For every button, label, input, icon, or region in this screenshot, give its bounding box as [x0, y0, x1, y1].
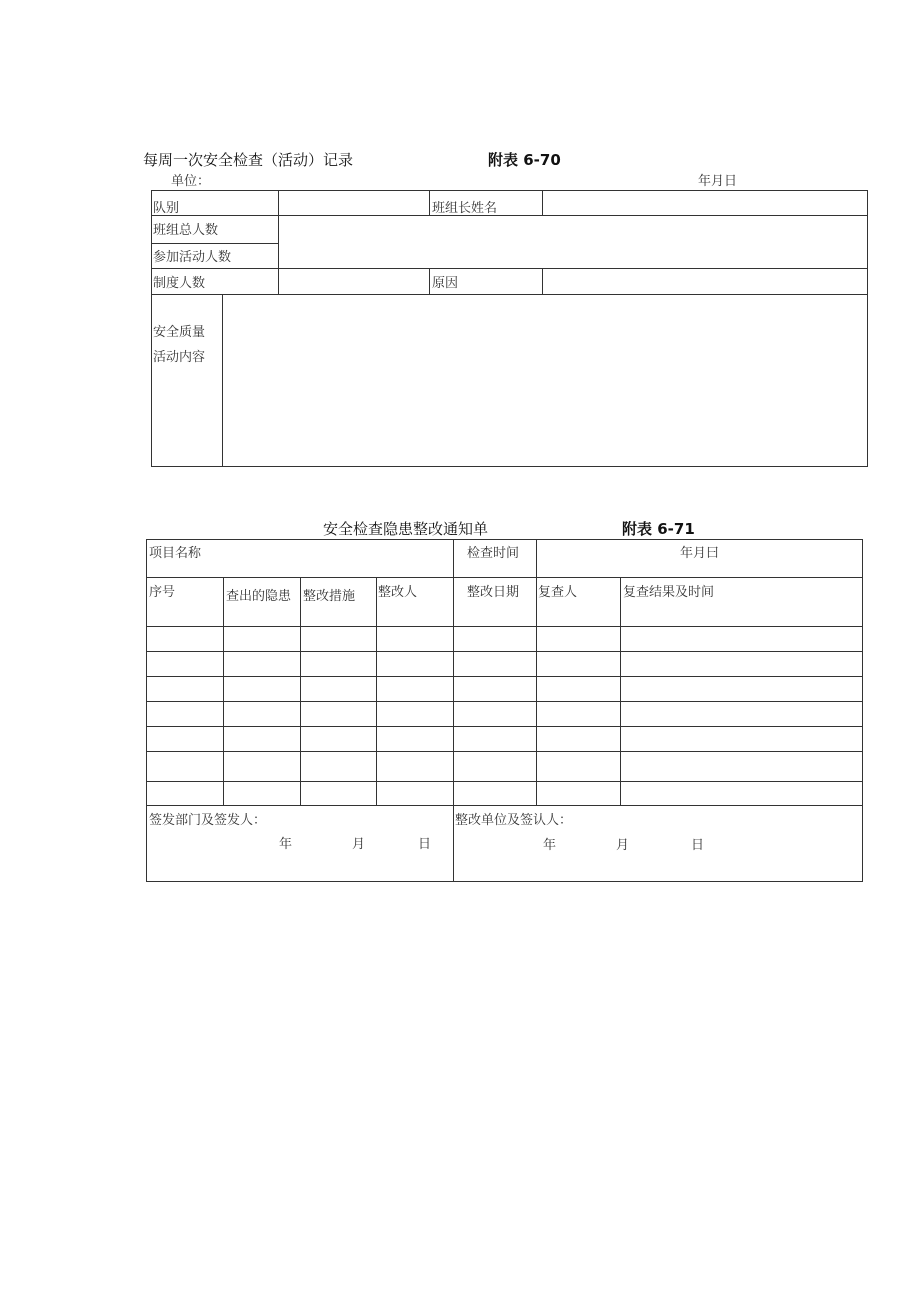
table-cell[interactable] — [223, 751, 301, 782]
project-cell[interactable] — [146, 539, 454, 578]
table-cell[interactable] — [146, 651, 224, 677]
table-cell[interactable] — [376, 781, 454, 806]
table-cell[interactable] — [620, 726, 863, 752]
col-header-index-label: 序号 — [149, 585, 176, 600]
reason-value-field[interactable] — [542, 268, 868, 295]
table-cell[interactable] — [453, 781, 537, 806]
table-cell[interactable] — [300, 726, 377, 752]
check-time-label: 检查时间 — [467, 546, 520, 561]
table-cell[interactable] — [453, 701, 537, 727]
col-header-hazard — [223, 577, 301, 627]
form2-appendix: 附表 6-71 — [622, 520, 695, 538]
table-cell[interactable] — [146, 626, 224, 652]
col-header-reviewer — [536, 577, 621, 627]
reason-label-cell — [429, 268, 543, 295]
participants-label: 参加活动人数 — [153, 250, 232, 265]
team-value-field[interactable] — [278, 190, 430, 216]
check-time-label-cell — [453, 539, 537, 578]
table-cell[interactable] — [223, 626, 301, 652]
table-cell[interactable] — [620, 676, 863, 702]
content-value-field[interactable] — [222, 294, 868, 467]
col-header-hazard-label: 查出的隐患 — [226, 589, 292, 604]
table-cell[interactable] — [536, 751, 621, 782]
table-cell[interactable] — [223, 701, 301, 727]
table-cell[interactable] — [223, 676, 301, 702]
table-cell[interactable] — [146, 701, 224, 727]
table-cell[interactable] — [453, 726, 537, 752]
table-cell[interactable] — [453, 651, 537, 677]
table-cell[interactable] — [146, 781, 224, 806]
project-label: 项目名称 — [149, 546, 202, 561]
table-cell[interactable] — [453, 676, 537, 702]
form1-unit-label: 单位： — [171, 174, 211, 189]
col-header-index — [146, 577, 224, 627]
col-header-measure — [300, 577, 377, 627]
system-value-field[interactable] — [278, 268, 430, 295]
table-cell[interactable] — [536, 781, 621, 806]
table-cell[interactable] — [300, 626, 377, 652]
receiver-label: 整改单位及签认人： — [455, 813, 573, 828]
table-cell[interactable] — [146, 676, 224, 702]
receiver-cell[interactable] — [453, 805, 863, 882]
table-cell[interactable] — [620, 651, 863, 677]
col-header-result-label: 复查结果及时间 — [623, 585, 715, 600]
receiver-month: 月 — [616, 838, 630, 853]
table-cell[interactable] — [146, 726, 224, 752]
table-cell[interactable] — [376, 751, 454, 782]
table-cell[interactable] — [300, 781, 377, 806]
col-header-date — [453, 577, 537, 627]
table-cell[interactable] — [536, 626, 621, 652]
table-cell[interactable] — [536, 701, 621, 727]
issuer-cell[interactable] — [146, 805, 454, 882]
table-cell[interactable] — [376, 701, 454, 727]
table-cell[interactable] — [300, 676, 377, 702]
table-cell[interactable] — [146, 751, 224, 782]
table-cell[interactable] — [223, 726, 301, 752]
total-label: 班组总人数 — [153, 223, 219, 238]
system-label-cell — [151, 268, 279, 295]
table-cell[interactable] — [536, 726, 621, 752]
issuer-label: 签发部门及签发人： — [149, 813, 267, 828]
table-cell[interactable] — [453, 626, 537, 652]
issuer-day: 日 — [418, 837, 432, 852]
content-label-line2: 活动内容 — [153, 350, 206, 365]
table-cell[interactable] — [376, 676, 454, 702]
team-label: 队别 — [153, 201, 180, 216]
form2-title: 安全检查隐患整改通知单 — [323, 520, 489, 538]
total-label-cell — [151, 215, 279, 244]
table-cell[interactable] — [300, 651, 377, 677]
col-header-reviewer-label: 复查人 — [538, 585, 578, 600]
table-cell[interactable] — [620, 781, 863, 806]
issuer-month: 月 — [352, 837, 366, 852]
table-cell[interactable] — [376, 726, 454, 752]
table-cell[interactable] — [300, 701, 377, 727]
table-cell[interactable] — [223, 651, 301, 677]
table-cell[interactable] — [620, 626, 863, 652]
check-time-value-field[interactable] — [536, 539, 863, 578]
table-cell[interactable] — [536, 651, 621, 677]
col-header-date-label: 整改日期 — [467, 585, 520, 600]
table-cell[interactable] — [376, 626, 454, 652]
table-cell[interactable] — [536, 676, 621, 702]
form1-appendix: 附表 6-70 — [488, 151, 561, 169]
col-header-measure-label: 整改措施 — [303, 589, 356, 604]
system-label: 制度人数 — [153, 276, 206, 291]
col-header-responsible — [376, 577, 454, 627]
col-header-result — [620, 577, 863, 627]
col-header-responsible-label: 整改人 — [378, 585, 418, 600]
receiver-day: 日 — [691, 838, 705, 853]
form1-date-label: 年月日 — [698, 174, 738, 189]
team-label-cell — [151, 190, 279, 216]
content-label-cell — [151, 294, 223, 467]
counts-value-field[interactable] — [278, 215, 868, 269]
leader-label-cell — [429, 190, 543, 216]
receiver-year: 年 — [543, 838, 557, 853]
table-cell[interactable] — [223, 781, 301, 806]
participants-label-cell — [151, 243, 279, 269]
table-cell[interactable] — [300, 751, 377, 782]
table-cell[interactable] — [620, 751, 863, 782]
issuer-year: 年 — [279, 837, 293, 852]
form1-title: 每周一次安全检查（活动）记录 — [143, 151, 354, 169]
table-cell[interactable] — [376, 651, 454, 677]
reason-label: 原因 — [432, 276, 459, 291]
content-label-line1: 安全质量 — [153, 325, 206, 340]
table-cell[interactable] — [620, 701, 863, 727]
leader-value-field[interactable] — [542, 190, 868, 216]
check-time-date: 年月曰 — [680, 546, 720, 561]
leader-label: 班组长姓名 — [432, 201, 498, 216]
table-cell[interactable] — [453, 751, 537, 782]
